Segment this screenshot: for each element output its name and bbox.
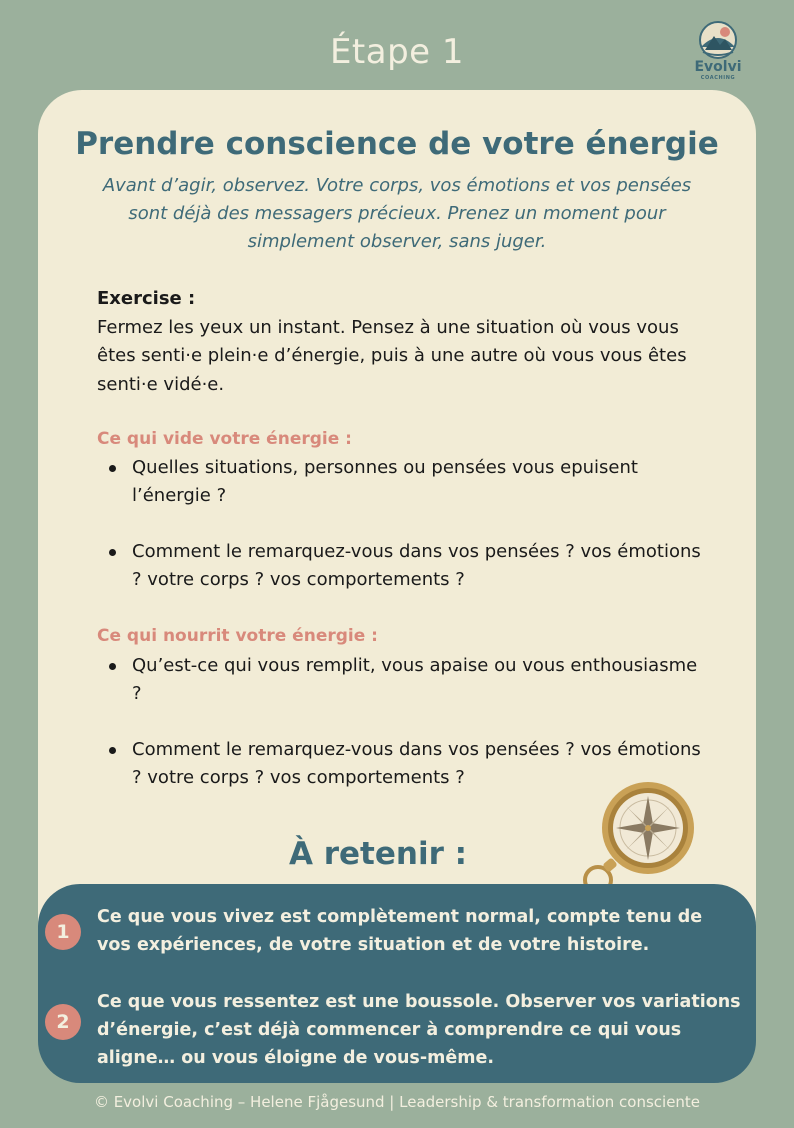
point-number-2: 2 (45, 1004, 81, 1040)
exercise-text: Fermez les yeux un instant. Pensez à une situation où vous vous êtes senti·e plein·e d’énergie, puis à une autre où vous vous êtes senti·e vidé·e. (97, 316, 687, 395)
list-item: Quelles situations, personnes ou pensées vous epuisent l’énergie ? (97, 454, 707, 510)
footer: © Evolvi Coaching – Helene Fjågesund | Leadership & transformation consciente (93, 1093, 701, 1111)
logo-subtitle: COACHING (700, 75, 736, 81)
list-item: Qu’est-ce qui vous remplit, vous apaise ou vous enthousiasme ? (97, 652, 707, 708)
exercise-block (97, 285, 717, 399)
page-title: Prendre conscience de votre énergie (75, 126, 719, 162)
intro-text: Avant d’agir, observez. Votre corps, vos émotions et vos pensées sont déjà des messagers précieux. Prenez un moment pour simplement observer, sans juger. (102, 175, 692, 252)
exercise-label: Exercise : (97, 288, 196, 309)
list-item: Comment le remarquez-vous dans vos pensées ? vos émotions ? votre corps ? vos comportements ? (97, 538, 707, 594)
nourish-label: Ce qui nourrit votre énergie : (97, 626, 378, 646)
logo-name: Evolvi (694, 59, 742, 75)
point-text-1: Ce que vous vivez est complètement normal, compte tenu de vos expériences, de votre situation et de votre histoire. (97, 907, 703, 955)
drain-list (97, 454, 707, 622)
step-title: Étape 1 (329, 32, 465, 72)
drain-label: Ce qui vide votre énergie : (97, 429, 352, 449)
point-number-1: 1 (45, 914, 81, 950)
point-text-2: Ce que vous ressentez est une boussole. Observer vos variations d’énergie, c’est déjà commencer à comprendre ce qui vous aligne… ou vous éloigne de vous-même. (97, 992, 741, 1068)
retain-title: À retenir : (288, 836, 468, 872)
logo-mountain-sun-icon (697, 20, 739, 60)
logo (690, 20, 746, 81)
list-item: Comment le remarquez-vous dans vos pensées ? vos émotions ? votre corps ? vos comportements ? (97, 736, 707, 792)
